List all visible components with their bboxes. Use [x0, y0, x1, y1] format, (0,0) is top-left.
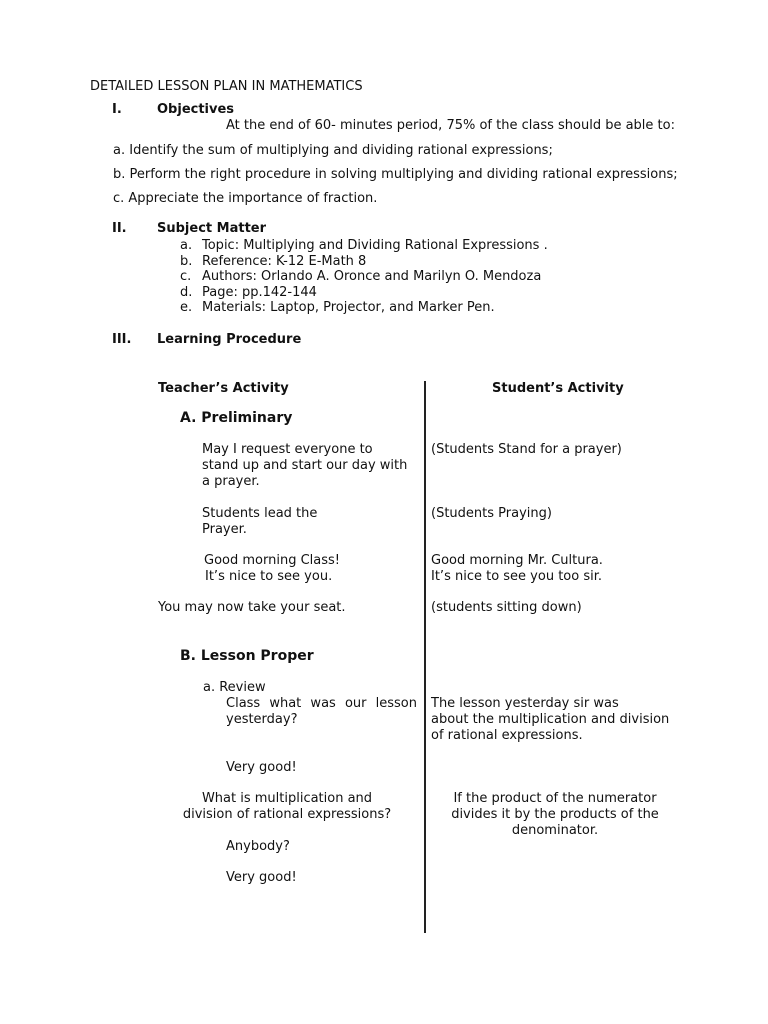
subject-item-page: Page: pp.142-144	[202, 285, 317, 300]
objectives-numeral: I.	[112, 102, 122, 117]
teacher-line: yesterday?	[226, 712, 298, 727]
student-line: divides it by the products of the	[451, 807, 659, 822]
objectives-intro: At the end of 60- minutes period, 75% of the class should be able to:	[226, 118, 675, 133]
subject-item-authors: Authors: Orlando A. Oronce and Marilyn O. Mendoza	[202, 269, 542, 284]
student-line: It’s nice to see you too sir.	[431, 569, 603, 584]
subject-item-topic: Topic: Multiplying and Dividing Rational Expressions .	[202, 238, 548, 253]
teacher-line: You may now take your seat.	[158, 600, 346, 615]
objective-item: a. Identify the sum of multiplying and dividing rational expressions;	[113, 143, 553, 158]
subject-item-letter: b.	[180, 254, 193, 269]
subject-item-letter: a.	[180, 238, 193, 253]
teacher-line: What is multiplication and	[201, 791, 373, 806]
teacher-line: stand up and start our day with	[202, 458, 408, 473]
subject-matter-numeral: II.	[112, 221, 127, 236]
teacher-line: a prayer.	[202, 474, 260, 489]
student-line: (students sitting down)	[431, 600, 582, 615]
student-line: (Students Praying)	[431, 506, 552, 521]
teacher-line: Very good!	[226, 760, 297, 775]
objective-item: b. Perform the right procedure in solving multiplying and dividing rational expressions;	[113, 167, 678, 182]
teacher-line: division of rational expressions?	[182, 807, 392, 822]
preliminary-heading: A. Preliminary	[180, 410, 293, 426]
subject-item-letter: c.	[180, 269, 192, 284]
objective-item: c. Appreciate the importance of fraction.	[113, 191, 378, 206]
student-line: If the product of the numerator	[453, 791, 657, 806]
subject-item-letter: d.	[180, 285, 193, 300]
subject-item-reference: Reference: K-12 E-Math 8	[202, 254, 367, 269]
learning-procedure-heading: Learning Procedure	[157, 332, 302, 347]
student-activity-header: Student’s Activity	[492, 381, 624, 396]
student-line: The lesson yesterday sir was	[431, 696, 619, 711]
teacher-line: Prayer.	[202, 522, 247, 537]
lesson-proper-heading: B. Lesson Proper	[180, 648, 314, 664]
teacher-line: Class what was our lesson	[226, 696, 417, 711]
teacher-line: Very good!	[226, 870, 297, 885]
document-title: DETAILED LESSON PLAN IN MATHEMATICS	[90, 79, 363, 94]
teacher-line: It’s nice to see you.	[205, 569, 333, 584]
teacher-line: Students lead the	[202, 506, 318, 521]
objectives-heading: Objectives	[157, 102, 235, 117]
student-line: denominator.	[511, 823, 599, 838]
learning-procedure-numeral: III.	[112, 332, 132, 347]
student-line: of rational expressions.	[431, 728, 583, 743]
student-line: Good morning Mr. Cultura.	[431, 553, 603, 568]
teacher-line: May I request everyone to	[202, 442, 373, 457]
subject-item-materials: Materials: Laptop, Projector, and Marker Pen.	[202, 300, 495, 315]
review-label: a. Review	[203, 680, 266, 695]
teacher-line: Anybody?	[226, 839, 290, 854]
teacher-line: Good morning Class!	[204, 553, 340, 568]
subject-item-letter: e.	[180, 300, 193, 315]
column-divider	[424, 381, 426, 933]
teacher-activity-header: Teacher’s Activity	[158, 381, 289, 396]
student-line: about the multiplication and division	[431, 712, 670, 727]
subject-matter-heading: Subject Matter	[157, 221, 267, 236]
student-line: (Students Stand for a prayer)	[431, 442, 622, 457]
